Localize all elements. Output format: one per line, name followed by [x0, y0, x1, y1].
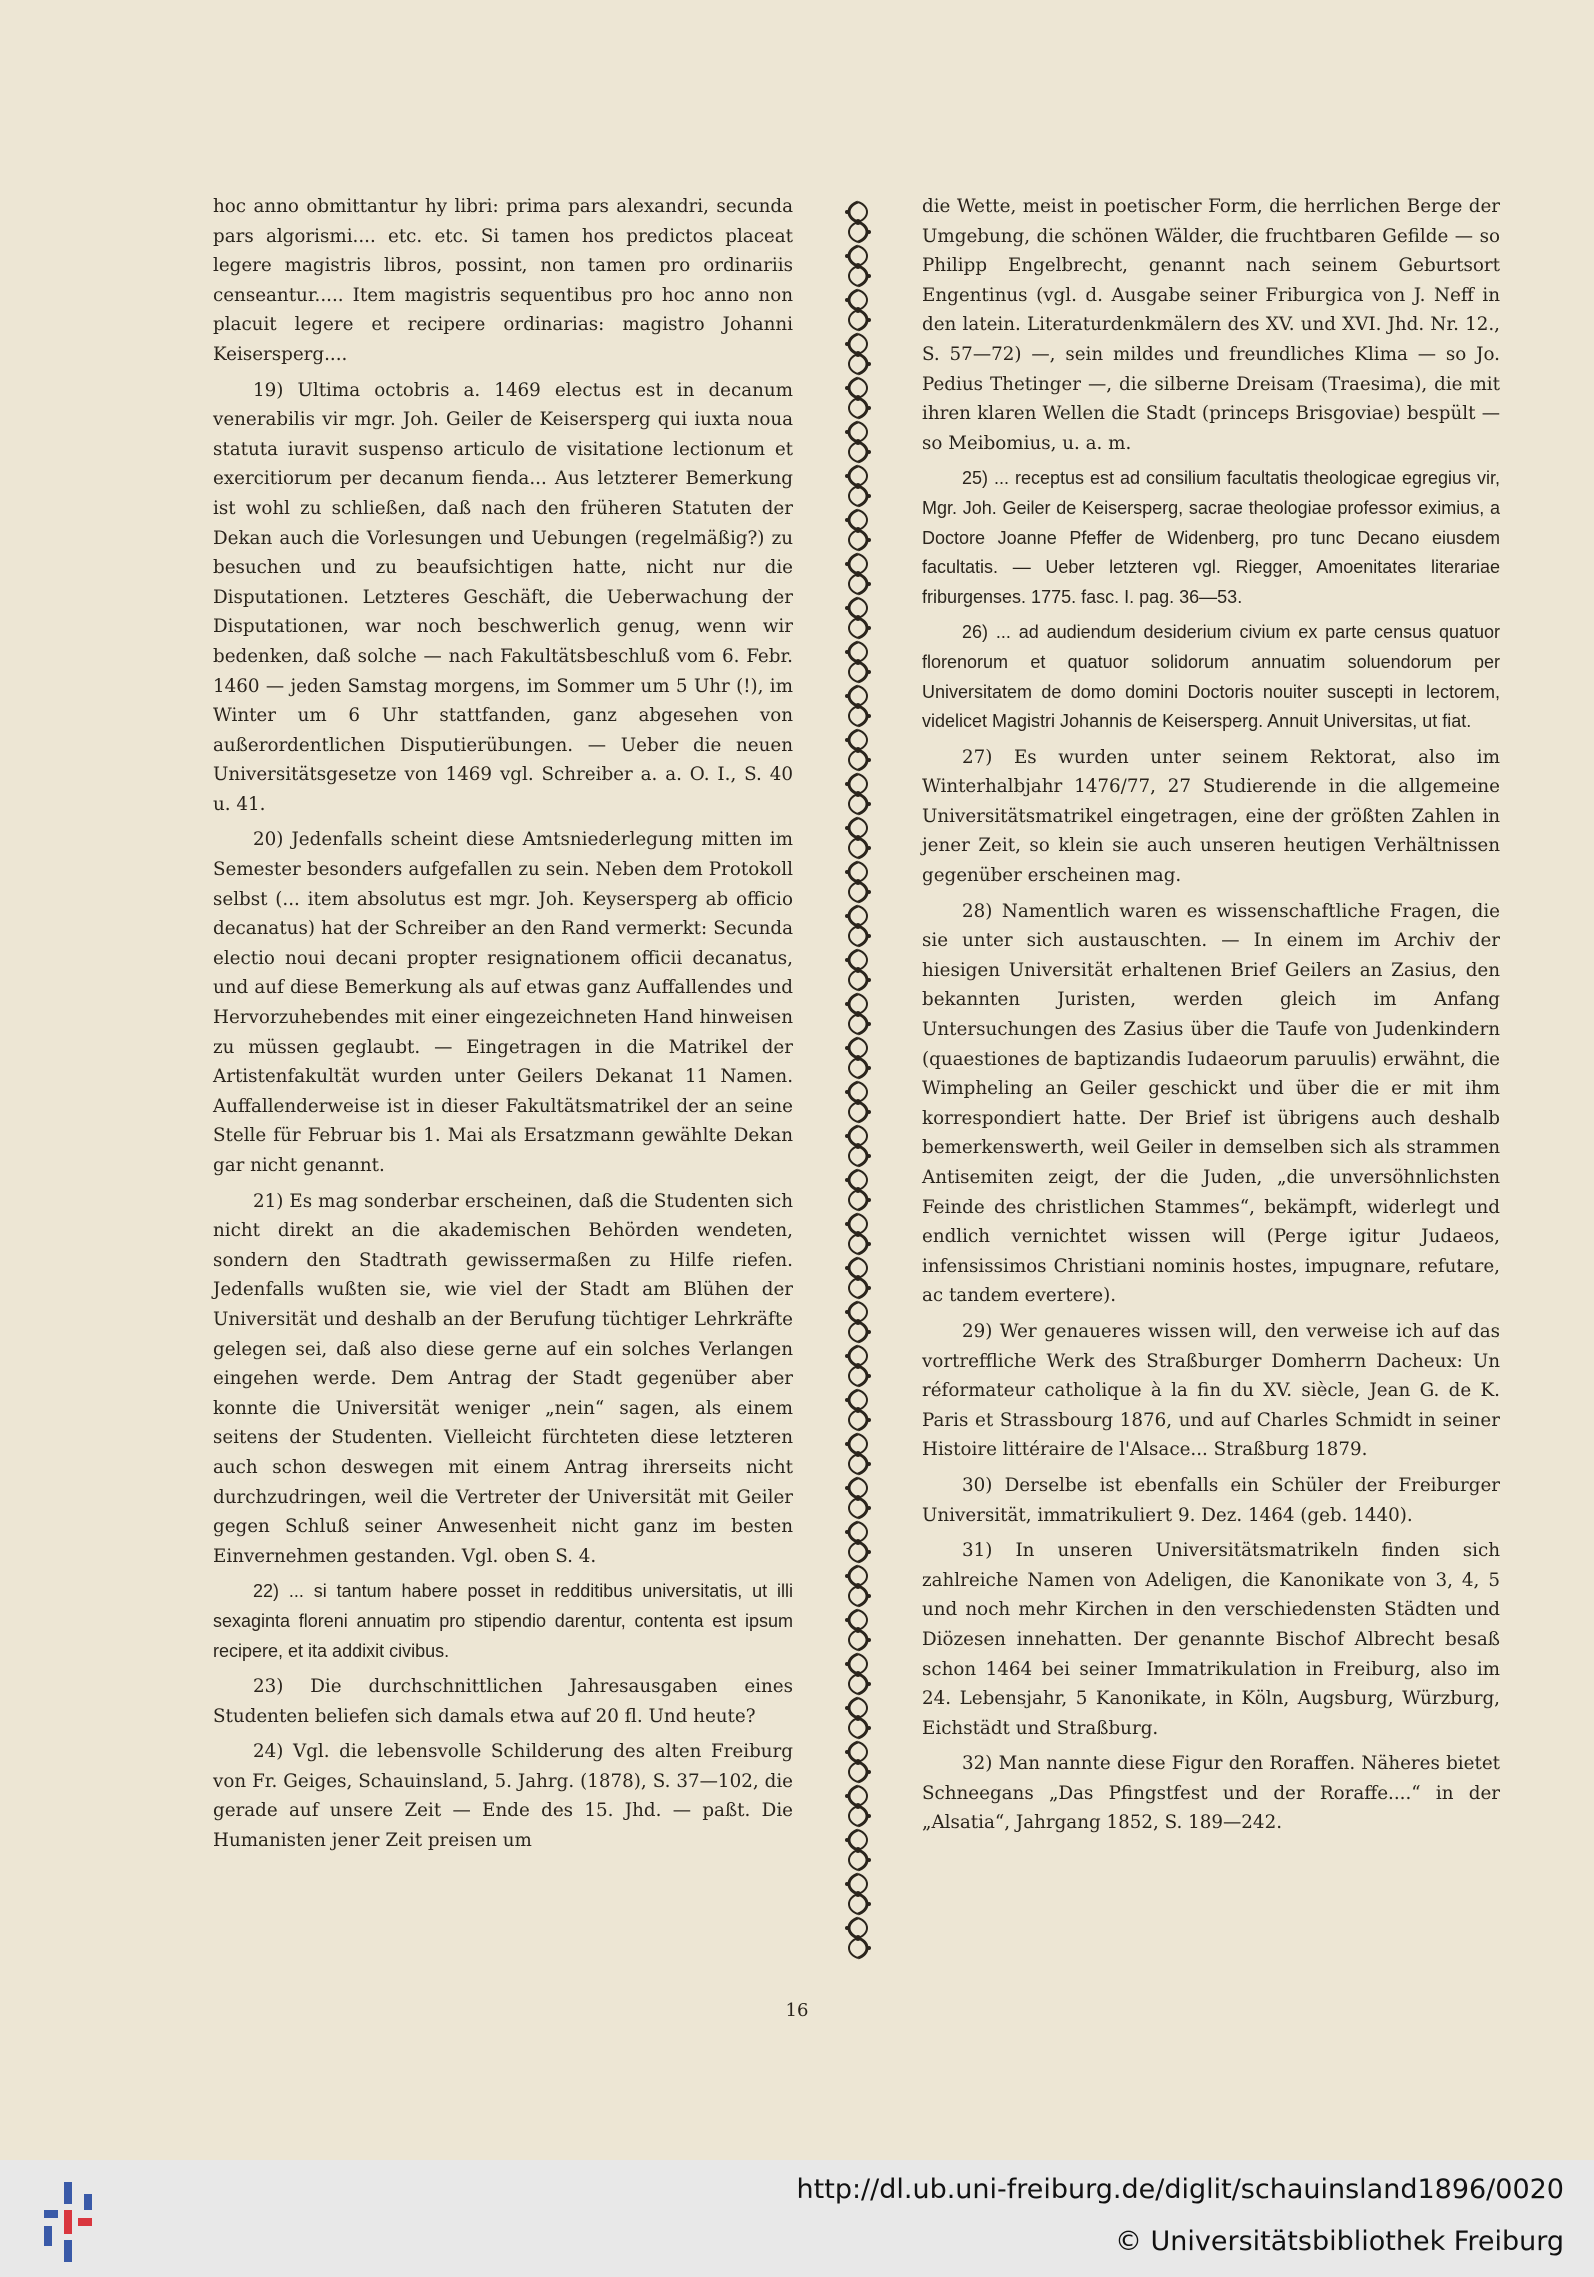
note-24: 24) Vgl. die lebensvolle Schilderung des alten Freiburg von Fr. Geiges, Schauinsland, 5. Jahrg. (1878), S. 37—102, die gerade auf unsere Zeit — Ende des 15. Jhd. — paßt. Die Humanisten jener Zeit preisen um	[213, 1741, 793, 1852]
note-paragraph: hoc anno obmittantur hy libri: prima pars alexandri, secunda pars algorismi.... etc. etc. Si tamen hos predictos placeat legere magistris libros, possint, non tamen pro ordinariis censeantur..... Item magistris sequentibus pro hoc anno non placuit legere et recipere ordinarias: magistro Johanni Keisersperg....	[213, 196, 793, 365]
page-number: 16	[785, 2000, 809, 2021]
note-20: 20) Jedenfalls scheint diese Amtsniederlegung mitten im Semester besonders aufgefallen zu sein. Neben dem Protokoll selbst (... item absolutus est mgr. Joh. Keysersperg ab officio decanatus) hat der Schreiber an den Rand vermerkt: Secunda electio noui decani propter resignationem officii decanatus, und auf diese Bemerkung als auf etwas ganz Auffallendes und Hervorzuhebendes mit einer eingezeichneten Hand hinweisen zu müssen geglaubt. — Eingetragen in die Matrikel der Artistenfakultät wurden unter Geilers Dekanat 11 Namen. Auffallenderweise ist in dieser Fakultätsmatrikel der an seine Stelle für Februar bis 1. Mai als Ersatzmann gewählte Dekan gar nicht genannt.	[213, 829, 793, 1176]
right-column	[922, 192, 1500, 1844]
ub-freiburg-logo-icon	[36, 2182, 100, 2262]
copyright-text: © Universitätsbibliothek Freiburg	[1114, 2226, 1564, 2257]
note-28: 28) Namentlich waren es wissenschaftliche Fragen, die sie unter sich austauschten. — In einem im Archiv der hiesigen Universität erhaltenen Brief Geilers an Zasius, den bekannten Juristen, werden gleich im Anfang Untersuchungen des Zasius über die Taufe von Judenkindern (quaestiones de baptizandis Iudaeorum paruulis) erwähnt, die Wimpheling an Geiler geschickt und über die er mit ihm korrespondiert hatte. Der Brief ist übrigens auch deshalb bemerkenswerth, weil Geiler in demselben sich als strammen Antisemiten zeigt, der die Juden, „die unversöhnlichsten Feinde des christlichen Stammes“, bekämpft, widerlegt und endlich vernichtet wissen will (Perge igitur Judaeos, infensissimos Christiani nominis hostes, impugnare, refutare, ac tandem evertere).	[922, 900, 1500, 1307]
note-25: 25) ... receptus est ad consilium facultatis theologicae egregius vir, Mgr. Joh. Geiler de Keisersperg, sacrae theologiae professor eximius, a Doctore Joanne Pfeffer de Widenberg, pro tunc Decano eiusdem facultatis. — Ueber letzteren vgl. Riegger, Amoenitates literariae friburgenses. 1775. fasc. I. pag. 36—53.	[922, 468, 1500, 607]
note-24-continued: die Wette, meist in poetischer Form, die herrlichen Berge der Umgebung, die schönen Wälder, die fruchtbaren Gefilde — so Philipp Engelbrecht, genannt nach seinem Geburtsort Engentinus (vgl. d. Ausgabe seiner Friburgica von J. Neff in den latein. Literaturdenkmälern des XV. und XVI. Jhd. Nr. 12., S. 57—72) —, sein mildes und freundliches Klima — so Jo. Pedius Thetinger —, die silberne Dreisam (Traesima), die mit ihren klaren Wellen die Stadt (princeps Brisgoviae) bespült — so Meibomius, u. a. m.	[922, 196, 1500, 454]
note-30: 30) Derselbe ist ebenfalls ein Schüler der Freiburger Universität, immatrikuliert 9. Dez. 1464 (geb. 1440).	[922, 1474, 1500, 1526]
library-footer	[0, 2160, 1594, 2277]
left-column	[213, 192, 793, 1862]
note-31: 31) In unseren Universitätsmatrikeln finden sich zahlreiche Namen von Adeligen, die Kanonikate von 3, 4, 5 und noch mehr Kirchen in den verschiedensten Städten und Diözesen innehatten. Der genannte Bischof Albrecht besaß schon 1464 bei seiner Immatrikulation in Freiburg, also im 24. Lebensjahr, 5 Kanonikate, in Köln, Augsburg, Würzburg, Eichstädt und Straßburg.	[922, 1540, 1500, 1739]
note-21: 21) Es mag sonderbar erscheinen, daß die Studenten sich nicht direkt an die akademischen Behörden wendeten, sondern den Stadtrath gewissermaßen zu Hilfe riefen. Jedenfalls wußten sie, wie viel der Stadt am Blühen der Universität und deshalb an der Berufung tüchtiger Lehrkräfte gelegen sei, daß also diese gerne auf ein solches Verlangen eingehen werde. Dem Antrag der Stadt gegenüber aber konnte die Universität weniger „nein“ sagen, als einem seitens der Studenten. Vielleicht fürchteten diese letzteren auch schon deswegen mit einem Antrag ihrerseits nicht durchzudringen, weil die Vertreter der Universität mit Geiler gegen Schluß seiner Anwesenheit nicht ganz im besten Einvernehmen gestanden. Vgl. oben S. 4.	[213, 1190, 793, 1567]
note-32: 32) Man nannte diese Figur den Roraffen. Näheres bietet Schneegans „Das Pfingstfest und der Roraffe....“ in der „Alsatia“, Jahrgang 1852, S. 189—242.	[922, 1753, 1500, 1834]
note-23: 23) Die durchschnittlichen Jahresausgaben eines Studenten beliefen sich damals etwa auf 20 fl. Und heute?	[213, 1676, 793, 1727]
note-27: 27) Es wurden unter seinem Rektorat, also im Winterhalbjahr 1476/77, 27 Studierende in die allgemeine Universitätsmatrikel eingetragen, eine der größten Zahlen in jener Zeit, so klein sie auch unseren heutigen Verhältnissen gegenüber erscheinen mag.	[922, 746, 1500, 887]
note-26: 26) ... ad audiendum desiderium civium ex parte census quatuor florenorum et quatuor solidorum annuatim soluendorum per Universitatem de domo domini Doctoris nouiter suscepti in lectorem, videlicet Magistri Johannis de Keisersperg. Annuit Universitas, ut fiat.	[922, 622, 1500, 732]
note-22: 22) ... si tantum habere posset in redditibus universitatis, ut illi sexaginta floreni annuatim pro stipendio darentur, contenta est ipsum recipere, et ita addixit civibus.	[213, 1581, 793, 1661]
ornamental-divider	[838, 200, 878, 1960]
note-19: 19) Ultima octobris a. 1469 electus est in decanum venerabilis vir mgr. Joh. Geiler de Keisersperg qui iuxta noua statuta iuravit suspenso articulo de visitatione lectionum et exercitiorum per decanum fienda... Aus letzterer Bemerkung ist wohl zu schließen, daß nach den früheren Statuten der Dekan auch die Vorlesungen und Uebungen (regelmäßig?) zu besuchen und zu beaufsichtigen hatte, nicht nur die Disputationen. Letzteres Geschäft, die Ueberwachung der Disputationen, war noch beschwerlich genug, wenn wir bedenken, daß solche — nach Fakultätsbeschluß vom 6. Febr. 1460 — jeden Samstag morgens, im Sommer um 5 Uhr (!), im Winter um 6 Uhr stattfanden, ganz abgesehen von außerordentlichen Disputierübungen. — Ueber die neuen Universitätsgesetze von 1469 vgl. Schreiber a. a. O. I., S. 40 u. 41.	[213, 379, 793, 815]
document-url-link[interactable]: http://dl.ub.uni-freiburg.de/diglit/schauinsland1896/0020	[796, 2174, 1564, 2205]
note-29: 29) Wer genaueres wissen will, den verweise ich auf das vortreffliche Werk des Straßburger Domherrn Dacheux: Un réformateur catholique à la fin du XV. siècle, Jean G. de K. Paris et Strassbourg 1876, und auf Charles Schmidt in seiner Histoire littéraire de l'Alsace... Straßburg 1879.	[922, 1320, 1500, 1461]
